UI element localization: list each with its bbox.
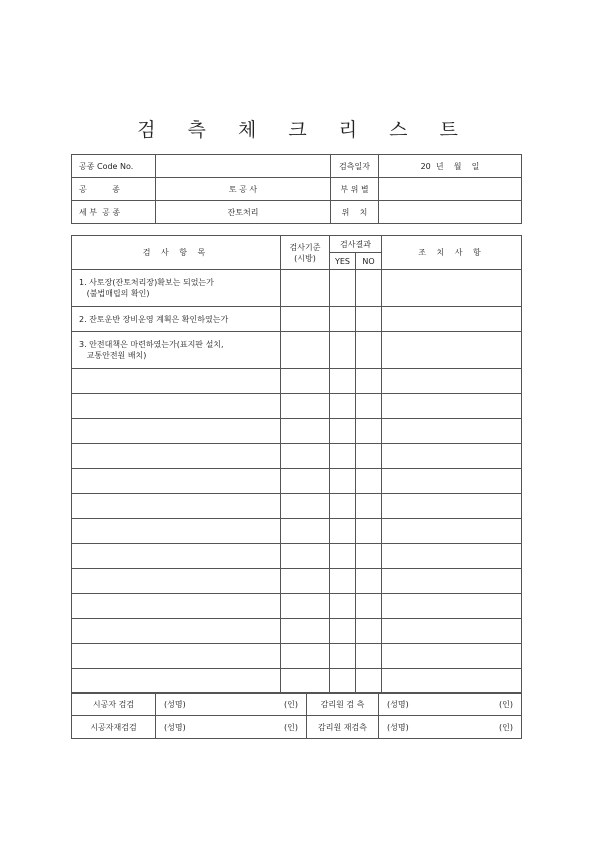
info-row [72, 178, 522, 201]
inspection-item-cell [72, 444, 281, 469]
no-check-cell[interactable] [356, 307, 382, 332]
inspection-item-cell [72, 569, 281, 594]
inspection-item-cell: 1. 사토장(잔토처리장)확보는 되었는가 (불법매립의 확인) [72, 270, 281, 307]
work-code-label: 공종 Code No. [72, 155, 156, 178]
criteria-cell[interactable] [281, 469, 330, 494]
yes-header: YES [330, 253, 356, 270]
no-check-cell[interactable] [356, 569, 382, 594]
checklist-row [72, 369, 522, 394]
criteria-cell[interactable] [281, 307, 330, 332]
checklist-row [72, 669, 522, 694]
criteria-cell[interactable] [281, 494, 330, 519]
no-check-cell[interactable] [356, 369, 382, 394]
criteria-cell[interactable] [281, 619, 330, 644]
action-cell[interactable] [382, 444, 522, 469]
no-check-cell[interactable] [356, 419, 382, 444]
criteria-cell[interactable] [281, 394, 330, 419]
info-row [72, 155, 522, 178]
yes-check-cell[interactable] [330, 270, 356, 307]
checklist-row [72, 494, 522, 519]
no-check-cell[interactable] [356, 519, 382, 544]
checklist-row [72, 332, 522, 369]
name-label: (성명) [387, 722, 409, 732]
no-check-cell[interactable] [356, 644, 382, 669]
checklist-row [72, 307, 522, 332]
name-label: (성명) [387, 699, 409, 709]
yes-check-cell[interactable] [330, 394, 356, 419]
checklist-row [72, 519, 522, 544]
no-check-cell[interactable] [356, 469, 382, 494]
info-table [71, 154, 522, 224]
contractor-inspection-label: 시공자 검검 [72, 693, 156, 716]
checklist-row [72, 469, 522, 494]
yes-check-cell[interactable] [330, 469, 356, 494]
supervisor-inspection-sign-field[interactable] [379, 693, 522, 716]
contractor-reinspection-label: 시공자재검검 [72, 716, 156, 739]
work-type-label: 공 종 [72, 178, 156, 201]
checklist-row [72, 444, 522, 469]
work-code-value[interactable] [156, 155, 331, 178]
inspection-item-cell [72, 669, 281, 694]
yes-check-cell[interactable] [330, 544, 356, 569]
contractor-inspection-sign-field[interactable] [156, 693, 307, 716]
inspection-date-value[interactable]: 20 년 월 일 [379, 155, 522, 178]
signature-row [72, 716, 522, 739]
action-cell[interactable] [382, 394, 522, 419]
location-label: 위 치 [331, 201, 379, 224]
inspection-item-cell [72, 494, 281, 519]
yes-check-cell[interactable] [330, 619, 356, 644]
criteria-header: 검사기준 (시방) [281, 236, 330, 270]
signature-table [71, 692, 522, 739]
inspection-item-cell: 3. 안전대책은 마련하였는가(표지판 설치, 교통안전원 배치) [72, 332, 281, 369]
supervisor-inspection-label: 감리원 검 측 [307, 693, 379, 716]
inspection-item-cell [72, 469, 281, 494]
checklist-row [72, 394, 522, 419]
sub-work-type-label: 세 부 공 종 [72, 201, 156, 224]
page-title: 검 측 체 크 리 스 트 [137, 119, 471, 141]
inspection-item-cell: 2. 잔토운반 장비운영 계획은 확인하였는가 [72, 307, 281, 332]
inspection-item-cell [72, 519, 281, 544]
work-type-value[interactable]: 토 공 사 [156, 178, 331, 201]
supervisor-reinspection-sign-field[interactable] [379, 716, 522, 739]
name-label: (성명) [164, 722, 186, 732]
criteria-cell[interactable] [281, 594, 330, 619]
inspection-item-header: 검 사 항 목 [72, 236, 281, 270]
action-cell[interactable] [382, 544, 522, 569]
no-check-cell[interactable] [356, 444, 382, 469]
checklist-table [71, 235, 522, 694]
yes-check-cell[interactable] [330, 594, 356, 619]
inspection-item-cell [72, 644, 281, 669]
no-check-cell[interactable] [356, 494, 382, 519]
criteria-cell[interactable] [281, 332, 330, 369]
seal-label: (인) [284, 699, 298, 709]
no-check-cell[interactable] [356, 270, 382, 307]
action-cell[interactable] [382, 669, 522, 694]
checklist-row [72, 419, 522, 444]
yes-check-cell[interactable] [330, 369, 356, 394]
action-cell[interactable] [382, 469, 522, 494]
action-cell[interactable] [382, 369, 522, 394]
yes-check-cell[interactable] [330, 307, 356, 332]
criteria-cell[interactable] [281, 669, 330, 694]
no-check-cell[interactable] [356, 669, 382, 694]
seal-label: (인) [284, 722, 298, 732]
checklist-header-row [72, 236, 522, 253]
criteria-cell[interactable] [281, 544, 330, 569]
seal-label: (인) [499, 722, 513, 732]
action-cell[interactable] [382, 644, 522, 669]
inspection-item-cell [72, 369, 281, 394]
info-row [72, 201, 522, 224]
checklist-row [72, 270, 522, 307]
inspection-item-cell [72, 419, 281, 444]
name-label: (성명) [164, 699, 186, 709]
location-value[interactable] [379, 201, 522, 224]
supervisor-reinspection-label: 감리원 재검측 [307, 716, 379, 739]
action-cell[interactable] [382, 494, 522, 519]
action-cell[interactable] [382, 619, 522, 644]
inspection-item-cell [72, 619, 281, 644]
yes-check-cell[interactable] [330, 419, 356, 444]
no-check-cell[interactable] [356, 394, 382, 419]
action-cell[interactable] [382, 307, 522, 332]
yes-check-cell[interactable] [330, 644, 356, 669]
criteria-cell[interactable] [281, 569, 330, 594]
action-cell[interactable] [382, 594, 522, 619]
action-cell[interactable] [382, 419, 522, 444]
no-header: NO [356, 253, 382, 270]
checklist-row [72, 569, 522, 594]
yes-check-cell[interactable] [330, 332, 356, 369]
checklist-row [72, 594, 522, 619]
criteria-cell[interactable] [281, 519, 330, 544]
sub-work-type-value[interactable]: 잔토처리 [156, 201, 331, 224]
inspection-item-cell [72, 544, 281, 569]
yes-check-cell[interactable] [330, 444, 356, 469]
inspection-item-cell [72, 394, 281, 419]
yes-check-cell[interactable] [330, 569, 356, 594]
no-check-cell[interactable] [356, 619, 382, 644]
yes-check-cell[interactable] [330, 494, 356, 519]
result-header: 검사결과 [330, 236, 382, 253]
signature-row [72, 693, 522, 716]
section-value[interactable] [379, 178, 522, 201]
action-cell[interactable] [382, 519, 522, 544]
checklist-row [72, 544, 522, 569]
section-label: 부 위 별 [331, 178, 379, 201]
criteria-cell[interactable] [281, 644, 330, 669]
criteria-cell[interactable] [281, 419, 330, 444]
seal-label: (인) [499, 699, 513, 709]
checklist-row [72, 619, 522, 644]
criteria-cell[interactable] [281, 444, 330, 469]
inspection-item-cell [72, 594, 281, 619]
yes-check-cell[interactable] [330, 669, 356, 694]
action-cell[interactable] [382, 332, 522, 369]
action-header: 조 치 사 항 [382, 236, 522, 270]
no-check-cell[interactable] [356, 594, 382, 619]
action-cell[interactable] [382, 569, 522, 594]
contractor-reinspection-sign-field[interactable] [156, 716, 307, 739]
checklist-row [72, 644, 522, 669]
no-check-cell[interactable] [356, 332, 382, 369]
yes-check-cell[interactable] [330, 519, 356, 544]
criteria-cell[interactable] [281, 369, 330, 394]
inspection-date-label: 검측일자 [331, 155, 379, 178]
action-cell[interactable] [382, 270, 522, 307]
no-check-cell[interactable] [356, 544, 382, 569]
criteria-cell[interactable] [281, 270, 330, 307]
